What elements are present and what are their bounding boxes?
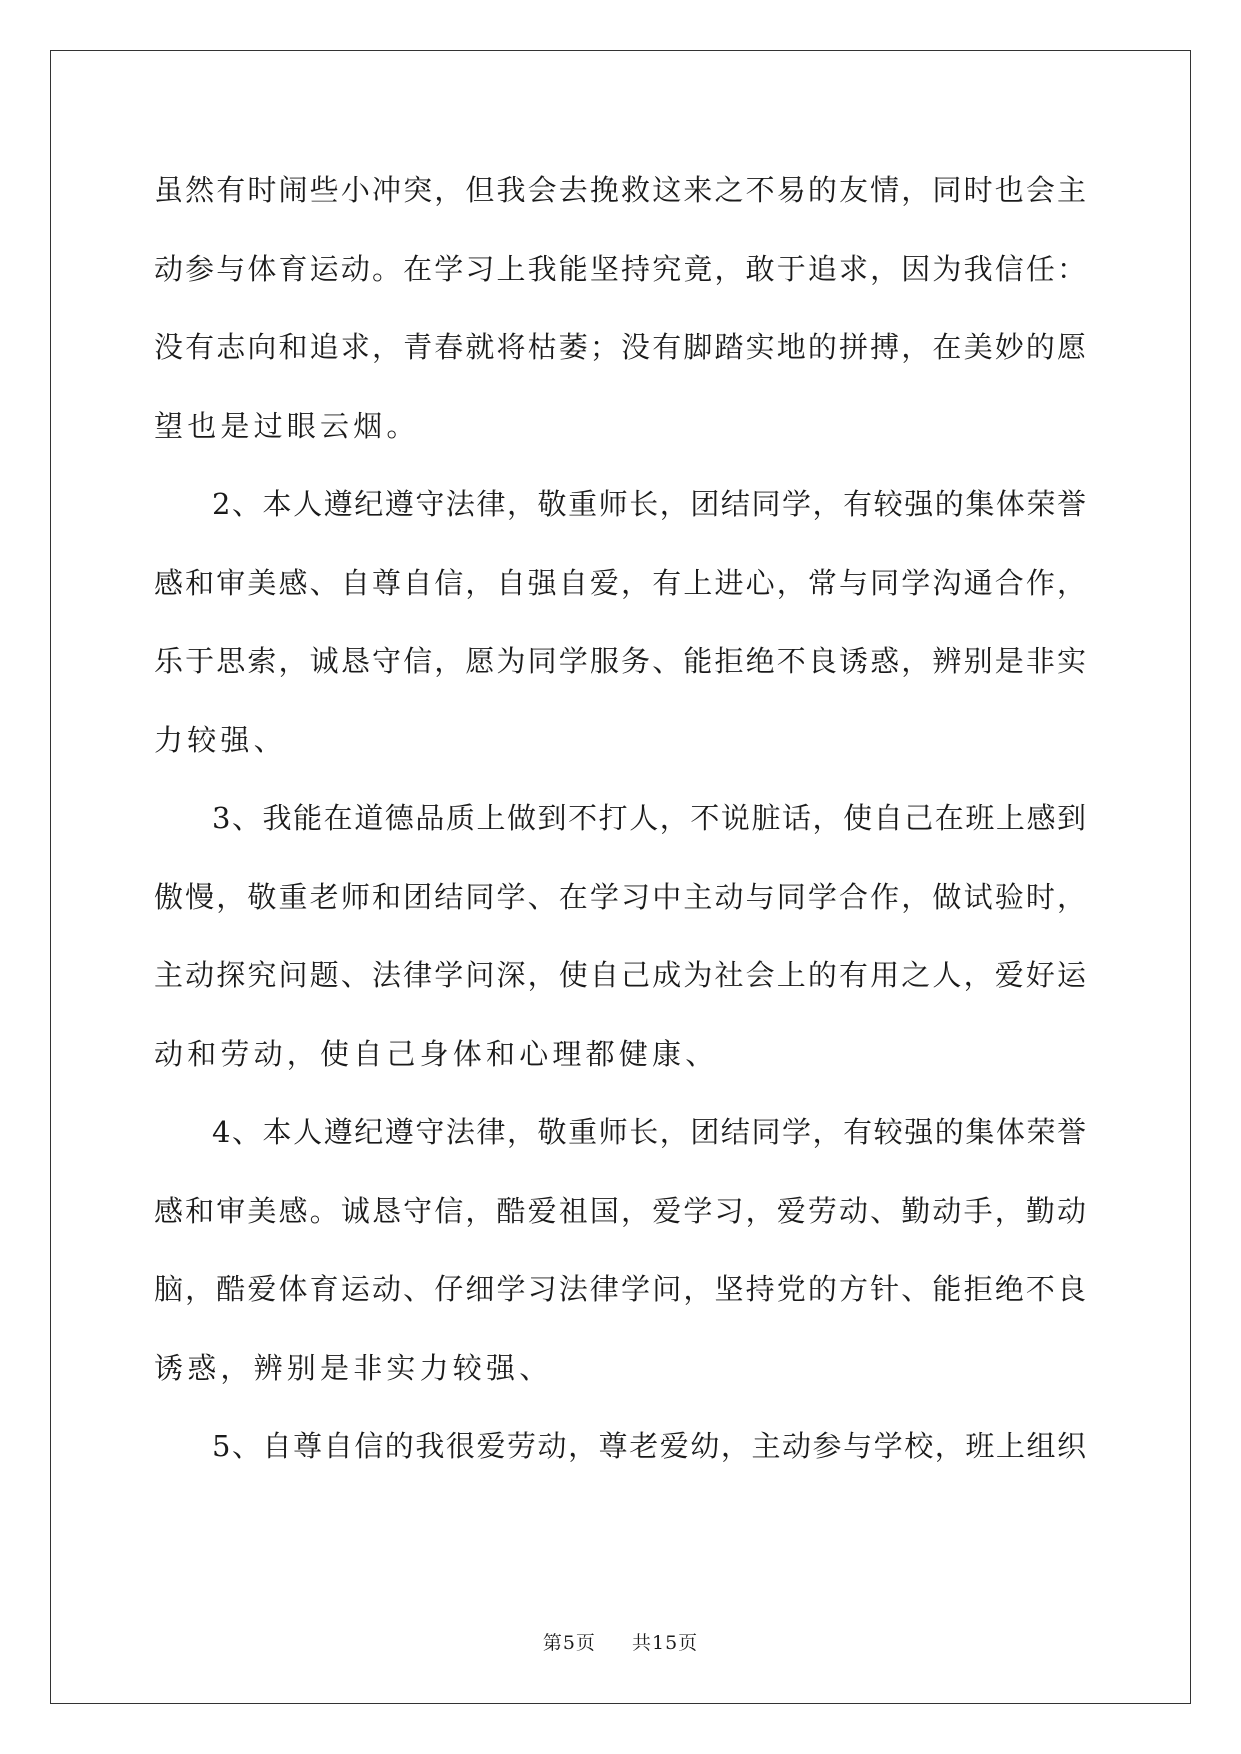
paragraph-start-line: 4、本人遵纪遵守法律，敬重师长，团结同学，有较强的集体荣誉 <box>212 1115 1086 1149</box>
text-line: 感和审美感。诚恳守信，酷爱祖国，爱学习，爱劳动、勤动手，勤动 <box>154 1193 1086 1228</box>
text-line: 动和劳动，使自己身体和心理都健康、 <box>154 1036 719 1071</box>
paragraph-start-line: 3、我能在道德品质上做到不打人，不说脏话，使自己在班上感到 <box>212 801 1086 835</box>
text-line: 诱惑，辨别是非实力较强、 <box>154 1350 553 1385</box>
text-line: 虽然有时闹些小冲突，但我会去挽救这来之不易的友情，同时也会主 <box>154 173 1086 207</box>
text-line: 脑，酷爱体育运动、仔细学习法律学问，坚持党的方针、能拒绝不良 <box>154 1272 1086 1306</box>
text-line: 没有志向和追求，青春就将枯萎；没有脚踏实地的拼搏，在美妙的愿 <box>154 330 1086 364</box>
text-line: 动参与体育运动。在学习上我能坚持究竟，敢于追求，因为我信任： <box>154 251 1086 286</box>
paragraph-start-line: 5、自尊自信的我很爱劳动，尊老爱幼，主动参与学校，班上组织 <box>212 1429 1086 1463</box>
page-footer <box>0 1628 1241 1655</box>
page-number: 第5页 <box>542 1632 596 1654</box>
page-total: 共15页 <box>632 1632 699 1654</box>
text-line: 乐于思索，诚恳守信，愿为同学服务、能拒绝不良诱惑，辨别是非实 <box>154 644 1086 678</box>
document-body <box>154 166 1086 1501</box>
text-line: 主动探究问题、法律学问深，使自己成为社会上的有用之人，爱好运 <box>154 958 1086 992</box>
paragraph-start-line: 2、本人遵纪遵守法律，敬重师长，团结同学，有较强的集体荣誉 <box>212 487 1086 521</box>
text-line: 望也是过眼云烟。 <box>154 408 420 443</box>
text-line: 感和审美感、自尊自信，自强自爱，有上进心，常与同学沟通合作， <box>154 565 1086 600</box>
text-line: 傲慢，敬重老师和团结同学、在学习中主动与同学合作，做试验时， <box>154 879 1086 914</box>
text-line: 力较强、 <box>154 722 287 757</box>
